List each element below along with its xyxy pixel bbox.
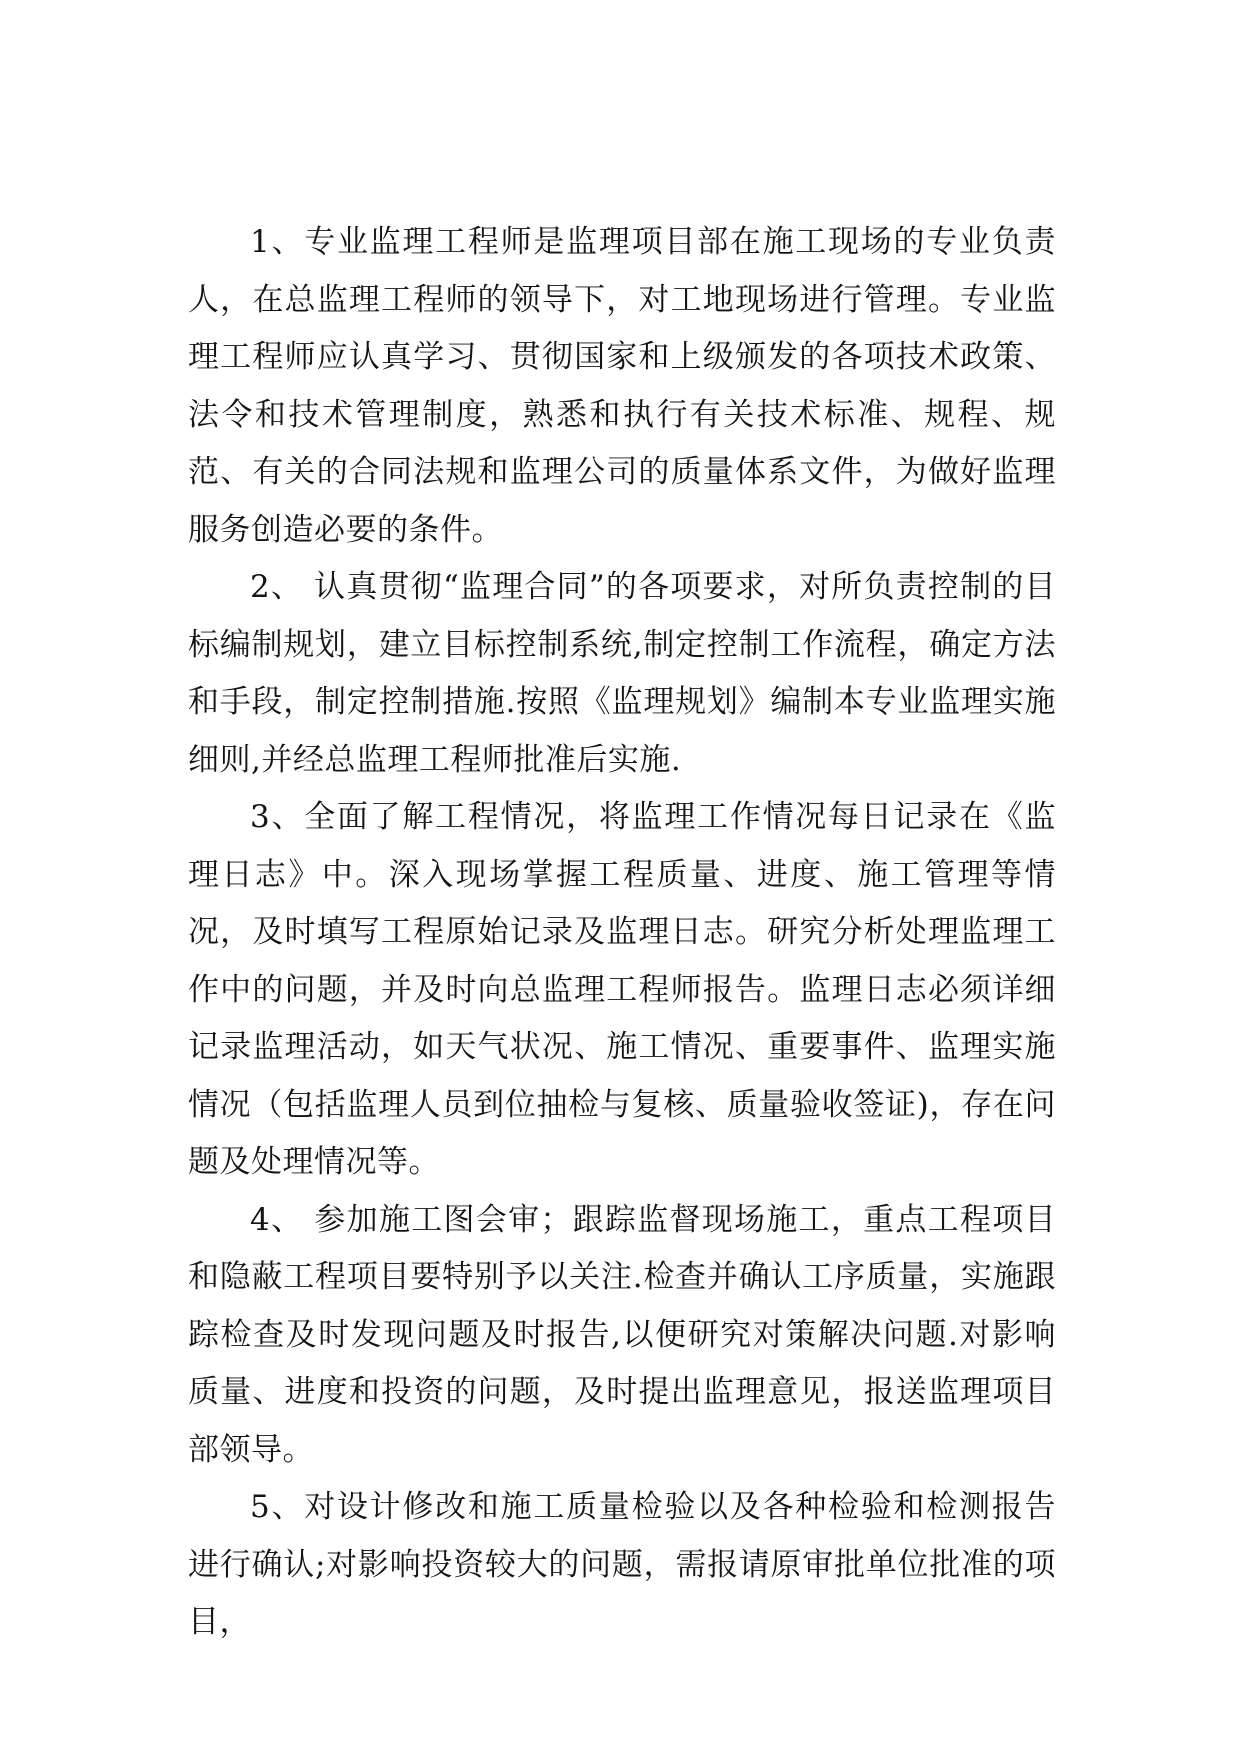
paragraph-1: 1、专业监理工程师是监理项目部在施工现场的专业负责人，在总监理工程师的领导下，对工地现场进行管理。专业监理工程师应认真学习、贯彻国家和上级颁发的各项技术政策、法令和技术管理制度，熟悉和执行有关技术标准、规程、规范、有关的合同法规和监理公司的质量体系文件，为做好监理服务创造必要的条件。 xyxy=(188,224,1056,548)
paragraph-2: 2、 认真贯彻“监理合同”的各项要求，对所负责控制的目标编制规划，建立目标控制系统,制定控制工作流程，确定方法和手段，制定控制措施.按照《监理规划》编制本专业监理实施细则,并经总监理工程师批准后实施. xyxy=(188,569,1056,778)
document-body xyxy=(188,214,1056,1652)
paragraph-4: 4、 参加施工图会审；跟踪监督现场施工，重点工程项目和隐蔽工程项目要特别予以关注.检查并确认工序质量，实施跟踪检查及时发现问题及时报告,以便研究对策解决问题.对影响质量、进度和投资的问题，及时提出监理意见，报送监理项目部领导。 xyxy=(188,1201,1056,1468)
paragraph-5: 5、对设计修改和施工质量检验以及各种检验和检测报告进行确认;对影响投资较大的问题，需报请原审批单位批准的项目， xyxy=(188,1489,1056,1640)
paragraph-3: 3、全面了解工程情况，将监理工作情况每日记录在《监理日志》中。深入现场掌握工程质量、进度、施工管理等情况，及时填写工程原始记录及监理日志。研究分析处理监理工作中的问题，并及时向总监理工程师报告。监理日志必须详细记录监理活动，如天气状况、施工情况、重要事件、监理实施情况（包括监理人员到位抽检与复核、质量验收签证)，存在问题及处理情况等。 xyxy=(188,799,1056,1180)
